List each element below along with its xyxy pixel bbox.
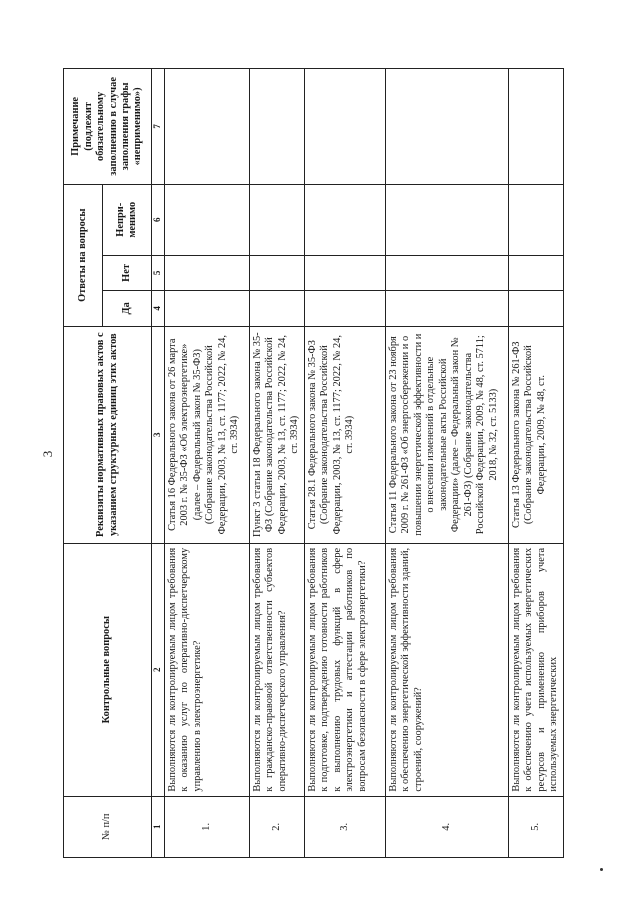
header-yes: Да <box>103 291 152 326</box>
header-questions: Контрольные вопросы <box>64 543 152 796</box>
answer-yes-cell[interactable] <box>386 291 509 326</box>
row-number: 4. <box>386 796 509 857</box>
note-cell[interactable] <box>165 69 250 185</box>
column-numbers-row <box>152 69 165 858</box>
row-number: 5. <box>509 796 564 857</box>
col-number: 4 <box>152 291 165 326</box>
row-legal-ref: Пункт 3 статьи 18 Федерального закона № 35-ФЗ (Собрание законодательства Российской Федерации, 2003, № 13, ст. 1177; 2022, № 24, ст. 3934) <box>250 326 305 543</box>
row-number: 3. <box>305 796 386 857</box>
answer-no-cell[interactable] <box>165 255 250 290</box>
table-row <box>305 69 386 858</box>
header-num: № п/п <box>64 796 152 857</box>
page-number: 3 <box>40 450 55 458</box>
header-note: Примечание (подлежит обязательному заполнению в случае заполнения графы «неприменимо») <box>64 69 152 185</box>
row-legal-ref: Статья 13 Федерального закона № 261-ФЗ (Собрание законодательства Российской Федерации, 2009, № 48, ст. <box>509 326 564 543</box>
row-question: Выполняются ли контролируемым лицом требования к оказанию услуг по оперативно-диспетчерскому управлению в электроэнергетике? <box>165 543 250 796</box>
scan-speck <box>600 868 603 871</box>
row-number: 2. <box>250 796 305 857</box>
note-cell[interactable] <box>509 69 564 185</box>
answer-na-cell[interactable] <box>305 184 386 255</box>
row-legal-ref: Статья 11 Федерального закона от 23 ноября 2009 г. № 261-ФЗ «Об энергосбережении и о повышении энергетической эффективности и о внесении изменений в отдельные законодательные акты Российской Федерации» (далее – Федеральный закон № 261-ФЗ) (Собрание законодательства Российской Федерации, 2009, № 48, ст. 5711; 2018, № 32, ст. 5133) <box>386 326 509 543</box>
answer-na-cell[interactable] <box>250 184 305 255</box>
checklist-table <box>63 68 564 858</box>
answer-yes-cell[interactable] <box>305 291 386 326</box>
col-number: 2 <box>152 543 165 796</box>
row-legal-ref: Статья 28.1 Федерального закона № 35-ФЗ (Собрание законодательства Российской Федерации, 2003, № 13, ст. 1177; 2022, № 24, ст. 3934) <box>305 326 386 543</box>
answer-na-cell[interactable] <box>165 184 250 255</box>
row-legal-ref: Статья 16 Федерального закона от 26 марта 2003 г. № 35-ФЗ «Об электроэнергетике» (далее – Федеральный закон № 35-ФЗ) (Собрание законодательства Российской Федерации, 2003, № 13, ст. 1177; 2022, № 24, ст. 3934) <box>165 326 250 543</box>
col-number: 3 <box>152 326 165 543</box>
answer-na-cell[interactable] <box>386 184 509 255</box>
answer-yes-cell[interactable] <box>509 291 564 326</box>
col-number: 1 <box>152 796 165 857</box>
table-row <box>509 69 564 858</box>
header-answers: Ответы на вопросы <box>64 184 103 326</box>
note-cell[interactable] <box>305 69 386 185</box>
note-cell[interactable] <box>250 69 305 185</box>
table-row <box>165 69 250 858</box>
row-question: Выполняются ли контролируемым лицом требования к обеспечению энергетической эффективности зданий, строений, сооружений? <box>386 543 509 796</box>
table-row <box>250 69 305 858</box>
col-number: 5 <box>152 255 165 290</box>
answer-no-cell[interactable] <box>250 255 305 290</box>
col-number: 6 <box>152 184 165 255</box>
answer-yes-cell[interactable] <box>165 291 250 326</box>
answer-no-cell[interactable] <box>509 255 564 290</box>
row-question: Выполняются ли контролируемым лицом требования к гражданско-правовой ответственности субъектов оперативно-диспетчерского управления? <box>250 543 305 796</box>
col-number: 7 <box>152 69 165 185</box>
checklist-table-page <box>63 68 611 858</box>
row-question: Выполняются ли контролируемым лицом требования к подготовке, подтверждению готовности работников к выполнению трудовых функций в сфере электроэнергетики и аттестации работников по вопросам безопасности в сфере электроэнергетики? <box>305 543 386 796</box>
table-row <box>386 69 509 858</box>
row-question: Выполняются ли контролируемым лицом требования к обеспечению учета используемых энергетических ресурсов и применению приборов учета используемых энергетических <box>509 543 564 796</box>
answer-no-cell[interactable] <box>386 255 509 290</box>
header-na: Непри-менимо <box>103 184 152 255</box>
header-refs: Реквизиты нормативных правовых актов с указанием структурных единиц этих актов <box>64 326 152 543</box>
note-cell[interactable] <box>386 69 509 185</box>
answer-na-cell[interactable] <box>509 184 564 255</box>
row-number: 1. <box>165 796 250 857</box>
answer-no-cell[interactable] <box>305 255 386 290</box>
answer-yes-cell[interactable] <box>250 291 305 326</box>
header-no: Нет <box>103 255 152 290</box>
